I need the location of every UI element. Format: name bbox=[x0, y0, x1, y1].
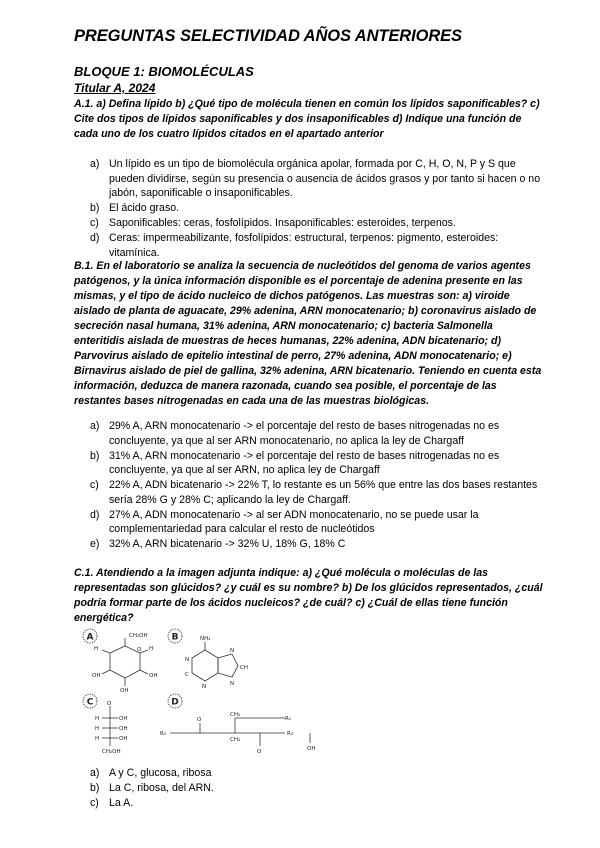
atom-nh2-b: NH₂ bbox=[200, 636, 211, 642]
atom-oh-d: OH bbox=[307, 746, 316, 752]
answer-text: 31% A, ARN monocatenario -> el porcentaje del resto de bases nitrogenadas no es concluyente, ya que al ser ARN, no aplica ley de Chargaff bbox=[109, 449, 500, 476]
block-heading: BLOQUE 1: BIOMOLÉCULAS bbox=[74, 64, 254, 79]
answer-text: Saponificables: ceras, fosfolípidos. Insaponificables: esteroides, terpenos. bbox=[109, 217, 456, 229]
atom-h-c1: H bbox=[95, 716, 100, 722]
molecule-c-ribose bbox=[102, 706, 118, 746]
answer-letter: d) bbox=[90, 232, 100, 244]
atom-n-b4: N bbox=[230, 681, 235, 687]
atom-o-d1: O bbox=[197, 717, 202, 723]
atom-n-b2: N bbox=[202, 684, 207, 690]
atom-oh-a3: OH bbox=[120, 688, 129, 694]
atom-n-b3: N bbox=[230, 648, 235, 654]
answer-text: Ceras: impermeabilizante, fosfolípidos: estructural, terpenos: pigmento, esteroides: vitamínica. bbox=[109, 232, 499, 259]
atom-oh-a1: OH bbox=[149, 673, 158, 679]
answer-letter: a) bbox=[90, 420, 100, 432]
atom-ch2oh-a: CH₂OH bbox=[129, 633, 148, 639]
answer-text: La C, ribosa, del ARN. bbox=[109, 782, 214, 794]
answer-text: 27% A, ADN monocatenario -> al ser ADN monocatenario, no se puede usar la complementariedad para calcular el resto de nucleótidos bbox=[109, 508, 479, 535]
atom-c-b1: C bbox=[185, 672, 189, 678]
answer-text: Un lípido es un tipo de biomolécula orgánica apolar, formada por C, H, O, N, P y S que pueden dividirse, según su presencia o ausencia de ácidos grasos y por tanto si hacen o no jabón, saponificable o insaponificables. bbox=[109, 158, 541, 199]
answer-text: A y C, glucosa, ribosa bbox=[109, 767, 212, 779]
answer-item bbox=[90, 157, 550, 201]
label-a-text: A bbox=[86, 632, 94, 643]
molecule-a-glucose bbox=[102, 638, 148, 686]
atom-h-c2: H bbox=[95, 726, 100, 732]
atom-r1-d: R₁ bbox=[285, 716, 292, 722]
atom-h-a1: H bbox=[94, 646, 99, 652]
atom-ch-b: CH bbox=[240, 665, 248, 671]
answer-item bbox=[90, 796, 550, 811]
answer-item bbox=[90, 478, 550, 507]
label-c-text: C bbox=[86, 697, 94, 708]
atom-o-a: O bbox=[137, 647, 142, 653]
answer-letter: b) bbox=[90, 449, 100, 462]
atom-oh-c3: OH bbox=[119, 736, 128, 742]
atom-ch2-d1: CH₂ bbox=[230, 712, 241, 718]
label-a bbox=[83, 629, 97, 643]
answer-text: El ácido graso. bbox=[109, 202, 180, 214]
answer-item bbox=[90, 781, 550, 796]
answer-letter: c) bbox=[90, 217, 99, 229]
atom-r3-d: R₃ bbox=[287, 731, 294, 737]
answer-item bbox=[90, 766, 550, 781]
label-c bbox=[83, 694, 97, 708]
answer-text: La A. bbox=[109, 797, 134, 809]
answers-b1 bbox=[90, 419, 550, 552]
answer-item bbox=[90, 231, 550, 260]
atom-o-c: O bbox=[107, 701, 112, 707]
atom-h-c3: H bbox=[95, 736, 100, 742]
answer-letter: e) bbox=[90, 538, 100, 550]
answer-letter: a) bbox=[90, 158, 100, 170]
answer-text: 32% A, ARN bicatenario -> 32% U, 18% G, 18% C bbox=[109, 538, 346, 550]
answer-item bbox=[90, 508, 550, 537]
atom-n-b1: N bbox=[185, 657, 190, 663]
answers-c1 bbox=[90, 766, 550, 811]
label-d bbox=[168, 694, 182, 708]
answer-text: 29% A, ARN monocatenario -> el porcentaje del resto de bases nitrogenadas no es concluyente, ya que al ser ARN monocatenario, no aplica la ley de Chargaff bbox=[109, 420, 500, 447]
atom-r2-d: R₂ bbox=[160, 731, 167, 737]
molecules-figure bbox=[80, 628, 380, 758]
answer-letter: d) bbox=[90, 508, 100, 521]
exam-subtitle: Titular A, 2024 bbox=[74, 81, 156, 95]
atom-oh-c2: OH bbox=[119, 726, 128, 732]
atom-ch2-d2: CH₂ bbox=[230, 737, 241, 743]
question-b1: B.1. En el laboratorio se analiza la secuencia de nucleótidos del genoma de varios agentes patógenos, y la única información disponible es el porcentaje de adenina presente en las mismas, y el tipo de ácido nucleico de dichos patógenos. Las muestras son: a) viroide aislado de planta de aguacate, 29% adenina, ARN monocatenario; b) coronavirus aislado de secreción nasal humana, 31% adenina, ARN monocatenario; c) bacteria Salmonella enteritidis aislada de muestras de heces humanas, 22% adenina, ADN bicatenario; d) Parvovirus aislado de epitelio intestinal de perro, 27% adenina, ADN monocatenario; e) Birnavirus aislado de piel de gallina, 32% adenina, ARN bicatenario. Teniendo en cuenta esta información, deduzca de manera razonada, cuando sea posible, el porcentaje de las restantes bases nitrogenadas en cada una de las muestras biológicas. bbox=[74, 260, 542, 407]
atom-o-d2: O bbox=[257, 749, 262, 755]
atom-h-a2: H bbox=[149, 646, 154, 652]
atom-ch2oh-c: CH₂OH bbox=[102, 749, 121, 755]
answers-a1 bbox=[90, 157, 550, 261]
answer-letter: b) bbox=[90, 782, 100, 794]
answer-text: 22% A, ADN bicatenario -> 22% T, lo restante es un 56% que entre las dos bases restantes sería 28% G y 28% C; aplicando la ley de Chargaff. bbox=[109, 479, 538, 506]
answer-letter: b) bbox=[90, 202, 100, 214]
answer-item bbox=[90, 537, 550, 552]
question-c1: C.1. Atendiendo a la imagen adjunta indique: a) ¿Qué molécula o moléculas de las representadas son glúcidos? ¿y cuál es su nombre? b) De los glúcidos representados, ¿cuál podría formar parte de los ácidos nucleicos? ¿de cuál? c) ¿Cuál de ellas tiene función energética? bbox=[74, 567, 543, 624]
label-b-text: B bbox=[171, 632, 179, 643]
answer-item bbox=[90, 449, 550, 478]
answer-letter: c) bbox=[90, 797, 99, 809]
question-a1: A.1. a) Defina lípido b) ¿Qué tipo de molécula tienen en común los lípidos saponificables? c) Cite dos tipos de lípidos saponificables y dos insaponificables d) Indique una función de cada uno de los cuatro lípidos citados en el apartado anterior bbox=[74, 98, 540, 140]
answer-letter: c) bbox=[90, 479, 99, 491]
page-title: PREGUNTAS SELECTIVIDAD AÑOS ANTERIORES bbox=[74, 27, 462, 45]
atom-oh-c1: OH bbox=[119, 716, 128, 722]
label-b bbox=[168, 629, 182, 643]
answer-item bbox=[90, 201, 550, 216]
atom-oh-a2: OH bbox=[92, 673, 101, 679]
label-d-text: D bbox=[171, 697, 179, 708]
answer-letter: a) bbox=[90, 767, 100, 779]
answer-item bbox=[90, 419, 550, 448]
answer-item bbox=[90, 216, 550, 231]
